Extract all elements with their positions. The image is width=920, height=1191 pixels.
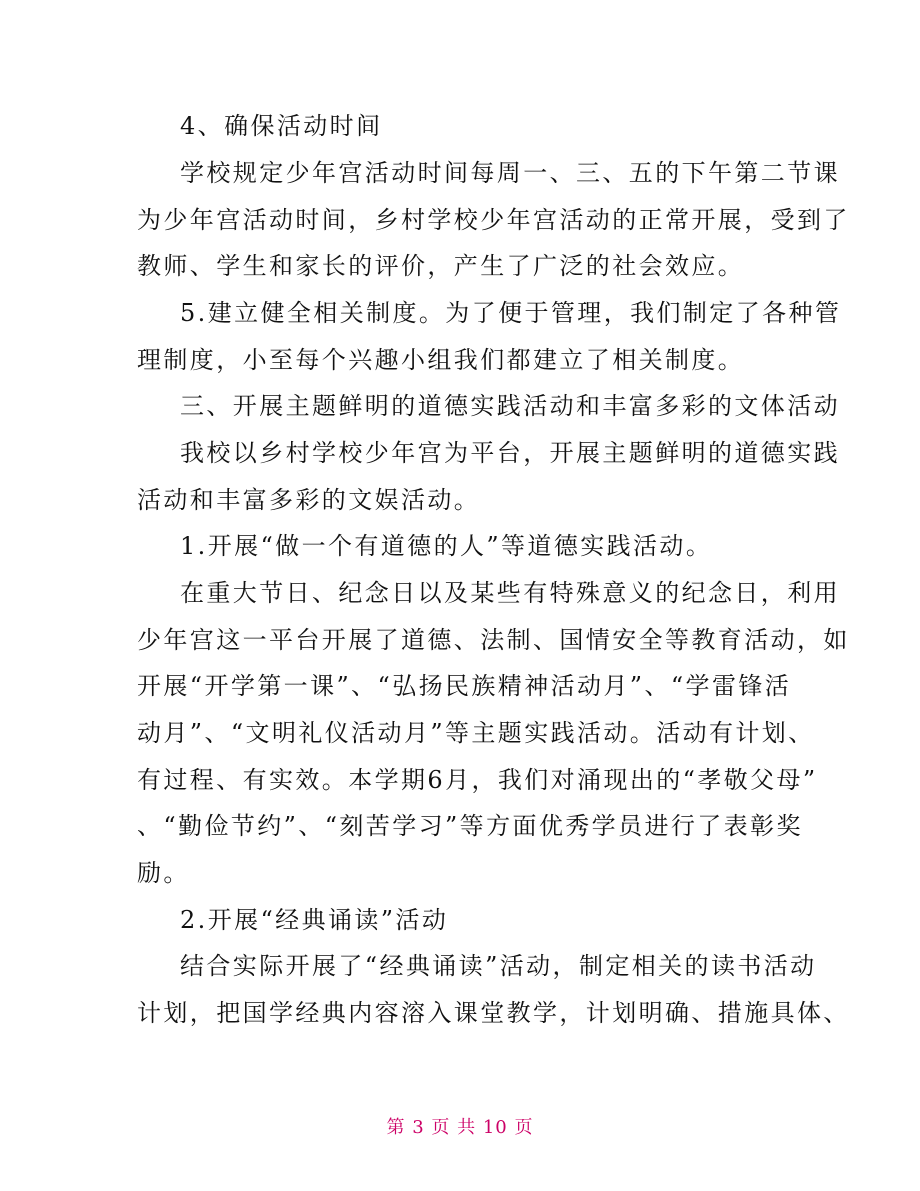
paragraph-line: 教师、学生和家长的评价，产生了广泛的社会效应。 [137, 252, 745, 280]
paragraph-line: 学校规定少年宫活动时间每周一、三、五的下午第二节课 [180, 159, 840, 187]
paragraph-line: 励。 [137, 859, 190, 887]
section-heading: 2.开展“经典诵读”活动 [180, 906, 449, 934]
paragraph-line: 在重大节日、纪念日以及某些有特殊意义的纪念日，利用 [180, 579, 840, 607]
paragraph-line: 、“勤俭节约”、“刻苦学习”等方面优秀学员进行了表彰奖 [137, 812, 803, 840]
paragraph-line: 为少年宫活动时间，乡村学校少年宫活动的正常开展，受到了 [137, 206, 850, 234]
paragraph-line: 有过程、有实效。本学期6月，我们对涌现出的“孝敬父母” [137, 766, 818, 794]
paragraph-line: 5.建立健全相关制度。为了便于管理，我们制定了各种管 [180, 299, 842, 327]
section-heading: 三、开展主题鲜明的道德实践活动和丰富多彩的文体活动 [180, 392, 840, 420]
paragraph-line: 计划，把国学经典内容溶入课堂教学，计划明确、措施具体、 [137, 999, 850, 1027]
paragraph-line: 动月”、“文明礼仪活动月”等主题实践活动。活动有计划、 [137, 719, 815, 747]
paragraph-line: 结合实际开展了“经典诵读”活动，制定相关的读书活动 [180, 952, 817, 980]
paragraph-line: 开展“开学第一课”、“弘扬民族精神活动月”、“学雷锋活 [137, 672, 792, 700]
paragraph-line: 理制度，小至每个兴趣小组我们都建立了相关制度。 [137, 346, 745, 374]
section-heading: 1.开展“做一个有道德的人”等道德实践活动。 [180, 532, 713, 560]
section-heading: 4、确保活动时间 [180, 112, 383, 140]
paragraph-line: 活动和丰富多彩的文娱活动。 [137, 486, 481, 514]
page-number-footer: 第 3 页 共 10 页 [386, 1117, 534, 1138]
paragraph-line: 我校以乡村学校少年宫为平台，开展主题鲜明的道德实践 [180, 439, 840, 467]
paragraph-line: 少年宫这一平台开展了道德、法制、国情安全等教育活动，如 [137, 626, 850, 654]
